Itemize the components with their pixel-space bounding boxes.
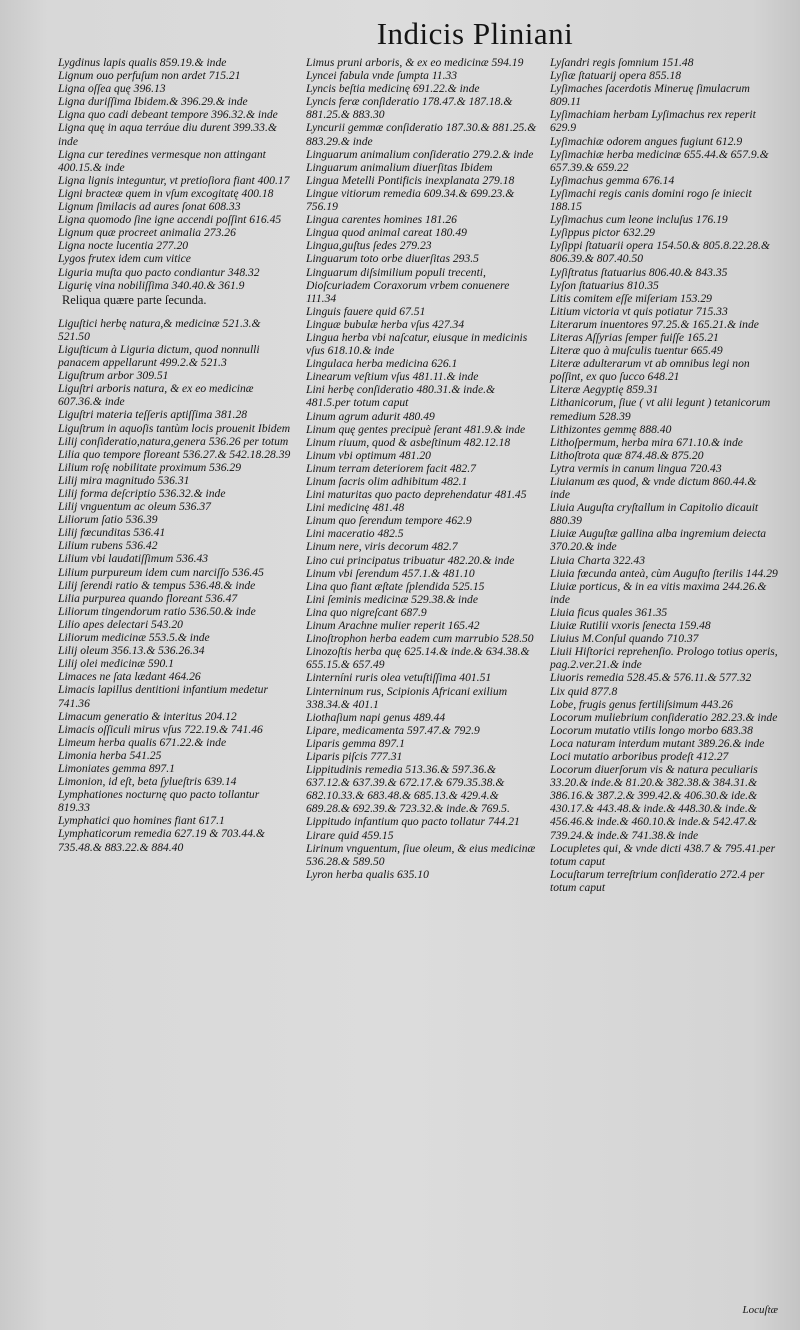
index-entry: Lilij olei medicinæ 590.1	[58, 657, 174, 671]
index-entry: Lina quo nigreſcant 687.9	[306, 605, 427, 619]
index-entry: Lymphatici quo homines fiant 617.1	[58, 814, 225, 828]
index-entry: Lytra vermis in canum lingua 720.43	[550, 461, 722, 475]
index-entry: Liguſticum à Liguria dictum, quod nonnulli panacem appellarunt 499.2.& 521.3	[58, 342, 260, 370]
index-entry: Limacis oſſiculi mirus vſus 722.19.& 741.46	[58, 722, 263, 736]
index-entry: Linearum veſtium vſus 481.11.& inde	[306, 370, 479, 384]
index-entry: Limonion, id eſt, beta ſylueſtris 639.14	[58, 775, 237, 789]
index-entry: Lyſimaches ſacerdotis Mineruę ſimulacrum 809.11	[550, 82, 750, 109]
index-entry: Lymphaticorum remedia 627.19 & 703.44.& 735.48.& 883.22.& 884.40	[58, 827, 265, 854]
running-head: Indicis Pliniani	[376, 16, 574, 51]
index-entry: Lirare quid 459.15	[306, 828, 394, 842]
section-note: Reliqua quære parte ſecunda.	[62, 292, 207, 307]
index-entry: Lignum ouo perfuſum non ardet 715.21	[58, 69, 241, 83]
index-entry: Lix quid 877.8	[550, 684, 618, 698]
index-entry: Lyncurii gemmæ conſideratio 187.30.& 881.25.& 883.29.& inde	[306, 121, 537, 148]
index-entry: Litis comitem eſſe miſeriam 153.29	[550, 291, 712, 305]
index-entry: Locorum diuerſorum vis & natura peculiaris 33.20.& inde.& 81.20.& 382.38.& 384.31.& 386.16.& 387.2.& 399.42.& 406.30.& ide.& 430.17.& 443.48.& inde.& 448.30.& inde.& 456.46.& inde.& 460.10.& inde.& 542.47.& 739.24.& inde.& 741.38.& inde	[550, 763, 758, 842]
index-entry: Liuiæ Rutilii vxoris ſenecta 159.48	[550, 619, 711, 633]
index-entry: Literæ adulterarum vt ab omnibus legi non poſſint, ex quo ſucco 648.21	[550, 357, 750, 384]
index-entry: Ligna lignis integuntur, vt pretioſiora fiant 400.17	[58, 173, 290, 187]
index-entry: Lilij vnguentum ac oleum 536.37	[58, 500, 211, 514]
index-entry: Liothaſium napi genus 489.44	[306, 710, 446, 724]
index-entry: Limaces ne ſata lædant 464.26	[58, 670, 201, 684]
index-entry: Liliorum medicinæ 553.5.& inde	[58, 631, 210, 645]
index-entry: Lyſimachi regis canis domini rogo ſe iniecit 188.15	[550, 186, 752, 214]
index-entry: Liparis piſcis 777.31	[306, 749, 403, 763]
index-entry: Locupletes qui, & vnde dicti 438.7 & 795.41.per totum caput	[550, 841, 776, 868]
index-entry: Literæ quo à muſculis tuentur 665.49	[550, 344, 723, 358]
index-entry: Linguarum animalium diuerſitas Ibidem	[306, 160, 493, 174]
index-entry: Lithoſpermum, herba mira 671.10.& inde	[550, 435, 743, 449]
index-entry: Linterníni ruris olea vetuſtiſſima 401.51	[306, 671, 492, 685]
index-entry: Linoſtrophon herba eadem cum marrubio 528.50	[306, 632, 534, 646]
index-entry: Locuſtarum terreſtrium conſideratio 272.4 per totum caput	[550, 867, 765, 894]
index-entry: Lyncis feræ conſideratio 178.47.& 187.18.& 881.25.& 883.30	[306, 95, 513, 122]
index-entry: Literarum inuentores 97.25.& 165.21.& inde	[550, 317, 759, 331]
index-entry: Lilia quo tempore floreant 536.27.& 542.18.28.39	[58, 447, 291, 461]
index-entry: Liguſtrum in aquoſis tantùm locis prouenit Ibidem	[58, 421, 291, 435]
index-entry: Lyſon ſtatuarius 810.35	[550, 278, 659, 292]
index-entry: Linum Arachne mulier reperit 165.42	[306, 619, 480, 633]
index-entry: Lina quo fiant æſtate ſplendida 525.15	[306, 579, 485, 593]
index-entry: Liuia ficus quales 361.35	[550, 605, 668, 619]
index-entry: Liliorum ſatio 536.39	[58, 513, 158, 527]
index-entry: Lini maturitas quo pacto deprehendatur 481.45	[306, 488, 527, 502]
index-entry: Linguarum diſsimilium populi trecenti, Dioſcuriadem Coraxorum vrbem conuenere 111.34	[306, 265, 510, 305]
index-entry: Lini herbę conſideratio 480.31.& inde.& 481.5.per totum caput	[306, 383, 496, 410]
index-entry: Liparis gemma 897.1	[306, 736, 405, 750]
index-entry: Ligna quo cadi debeant tempore 396.32.& inde	[58, 108, 278, 122]
index-entry: Lignum ſimilacis ad aures ſonat 608.33	[58, 200, 241, 214]
index-entry: Loci mutatio arboribus prodeſt 412.27	[550, 749, 729, 763]
index-entry: Lyſimachiæ odorem angues fugiunt 612.9	[550, 134, 743, 148]
index-entry: Ligna quę in aqua terráue diu durent 399.33.& inde	[58, 121, 277, 148]
index-entry: Lygos frutex idem cum vitice	[58, 252, 191, 266]
index-entry: Lyron herba qualis 635.10	[306, 867, 429, 881]
index-entry: Lithoſtrota quæ 874.48.& 875.20	[550, 448, 704, 462]
index-entry: Liuius M.Conſul quando 710.37	[550, 632, 699, 646]
index-entry: Limacis lapillus dentitioni infantium medetur 741.36	[58, 683, 268, 710]
index-entry: Lyſimachus gemma 676.14	[550, 173, 675, 187]
index-entry: Lyſimachus cum leone incluſus 176.19	[550, 213, 728, 227]
index-entry: Lilij forma deſcriptio 536.32.& inde	[58, 487, 226, 500]
index-entry: Linum riuum, quod & asbeſtinum 482.12.18	[306, 435, 511, 449]
index-entry: Linum vbi ſerendum 457.1.& 481.10	[306, 566, 475, 580]
index-entry: Lilij fœcunditas 536.41	[58, 526, 166, 540]
index-entry: Lipare, medicamenta 597.47.& 792.9	[306, 723, 480, 737]
index-entry: Lippitudo infantium quo pacto tollatur 744.21	[306, 815, 520, 829]
index-entry: Lygdinus lapis qualis 859.19.& inde	[58, 56, 227, 69]
index-entry: Lini maceratio 482.5	[306, 527, 404, 541]
index-entry: Lini medicinę 481.48	[306, 501, 405, 515]
index-entry: Liuoris remedia 528.45.& 576.11.& 577.32	[550, 671, 752, 685]
index-entry: Linum quo ſerendum tempore 462.9	[306, 514, 472, 528]
index-entry: Limoniates gemma 897.1	[58, 761, 175, 775]
index-entry: Lilij ſerendi ratio & tempus 536.48.& inde	[58, 578, 256, 592]
index-entry: Liuianum æs quod, & vnde dictum 860.44.& inde	[550, 475, 757, 502]
index-entry: Lilium rubens 536.42	[58, 539, 158, 553]
index-entry: Linum quę gentes precipuè ſerant 481.9.& inde	[306, 422, 526, 436]
index-entry: Lingua herba vbi naſcatur, eiusque in medicinis vſus 618.10.& inde	[306, 330, 528, 358]
index-entry: Lippitudinis remedia 513.36.& 597.36.& 637.12.& 637.39.& 672.17.& 679.35.38.& 682.10.33.& 683.48.& 685.13.& 429.4.& 689.28.& 692.39.& 723.32.& inde.& 769.5.	[306, 763, 510, 816]
index-entry: Lirinum vnguentum, ſiue oleum, & eius medicinæ 536.28.& 589.50	[306, 841, 536, 868]
index-entry: Linguæ bubulæ herba vſus 427.34	[306, 317, 465, 331]
index-column-3	[550, 56, 778, 894]
index-entry: Linozoſtis herba quę 625.14.& inde.& 634.38.& 655.15.& 657.49	[306, 645, 530, 672]
index-entry: Limus pruni arboris, & ex eo medicinæ 594.19	[306, 56, 524, 69]
index-entry: Liuiæ Auguſtæ gallina alba ingremium deiecta 370.20.& inde	[550, 527, 767, 554]
index-entry: Liliorum tingendorum ratio 536.50.& inde	[58, 604, 256, 618]
index-entry: Linum ſacris olim adhibitum 482.1	[306, 475, 468, 488]
index-entry: Ligna nocte lucentia 277.20	[58, 239, 189, 253]
index-entry: Linum terram deteriorem facit 482.7	[306, 461, 476, 475]
index-entry: Linguis fauere quid 67.51	[306, 304, 426, 318]
index-entry: Lingulaca herba medicina 626.1	[306, 357, 458, 371]
index-entry: Lignum quæ procreet animalia 273.26	[58, 226, 236, 240]
index-entry: Liuia fœcunda anteà, cùm Auguſto ſterilis 144.29	[550, 566, 778, 580]
index-entry: Ligna cur teredines vermesque non attingant 400.15.& inde	[58, 147, 266, 174]
index-entry: Linterninum rus, Scipionis Africani exilium 338.34.& 401.1	[306, 684, 508, 711]
index-entry: Liuiæ porticus, & in ea vitis maxima 244.26.& inde	[550, 579, 767, 606]
index-entry: Limeum herba qualis 671.22.& inde	[58, 735, 227, 749]
index-entry: Lingue vitiorum remedia 609.34.& 699.23.& 756.19	[306, 186, 515, 214]
index-entry: Lilia purpurea quando floreant 536.47	[58, 591, 238, 605]
index-entry: Lyſippus pictor 632.29	[550, 226, 655, 240]
index-entry: Lymphationes nocturnę quo pacto tollantur 819.33	[58, 788, 260, 815]
index-entry: Lilij mira magnitudo 536.31	[58, 473, 190, 487]
index-entry: Linum vbi optimum 481.20	[306, 448, 431, 462]
index-entry: Lobe, frugis genus fertiliſsimum 443.26	[550, 697, 733, 711]
index-entry: Literæ Aegyptię 859.31	[550, 383, 659, 397]
index-column-2	[306, 56, 540, 881]
index-entry: Lyncei fabula vnde ſumpta 11.33	[306, 69, 458, 83]
index-entry: Lyſiæ ſtatuarij opera 855.18	[550, 69, 682, 83]
index-entry: Lino cui principatus tribuatur 482.20.& inde	[306, 553, 515, 567]
index-entry: Lilium vbi laudatiſſimum 536.43	[58, 552, 209, 566]
index-entry: Ligna quomodo ſine igne accendi poſſint 616.45	[58, 213, 282, 227]
index-entry: Lilio apes delectari 543.20	[58, 617, 183, 631]
index-entry: Lithizontes gemmę 888.40	[550, 422, 672, 436]
index-entry: Locorum muliebrium conſideratio 282.23.& inde	[550, 710, 778, 724]
index-entry: Linum agrum adurit 480.49	[306, 409, 435, 423]
index-entry: Liguſtri arboris natura, & ex eo medicinæ 607.36.& inde	[58, 382, 254, 409]
index-entry: Lyſimachiæ herba medicinæ 655.44.& 657.9.& 657.39.& 659.22	[550, 147, 769, 174]
index-entry: Liguria muſta quo pacto condiantur 348.32	[58, 265, 260, 279]
index-entry: Lini ſeminis medicinæ 529.38.& inde	[306, 592, 478, 606]
index-entry: Ligurię vina nobiliſſima 340.40.& 361.9	[58, 278, 245, 292]
index-entry: Lingua Metelli Pontificis inexplanata 279.18	[306, 173, 515, 187]
index-column-1	[58, 56, 292, 854]
index-entry: Liguſtri materia teſſeris aptiſſima 381.28	[58, 408, 248, 422]
index-entry: Litium victoria vt quis potiatur 715.33	[550, 304, 728, 318]
index-entry: Lyncis beſtia medicinę 691.22.& inde	[306, 82, 480, 96]
index-entry: Lilium roſę nobilitate proximum 536.29	[58, 460, 242, 474]
index-entry: Lilij conſideratio,natura,genera 536.26 per totum	[58, 434, 289, 448]
index-entry: Lyſimachiam herbam Lyſimachus rex reperit 629.9	[550, 108, 756, 135]
index-entry: Linguarum animalium conſideratio 279.2.& inde	[306, 147, 534, 161]
index-entry: Literas Aſſyrias ſemper fuiſſe 165.21	[550, 330, 719, 344]
index-entry: Ligna duriſſima Ibidem.& 396.29.& inde	[58, 95, 248, 109]
index-entry: Lingua carentes homines 181.26	[306, 213, 457, 227]
index-entry: Liguſtrum arbor 309.51	[58, 369, 169, 383]
index-entry: Locorum mutatio vtilis longo morbo 683.38	[550, 723, 753, 737]
index-entry: Liguſtici herbę natura,& medicinæ 521.3.& 521.50	[58, 316, 261, 343]
index-entry: Limacum generatio & interitus 204.12	[58, 709, 237, 723]
index-entry: Linum nere, viris decorum 482.7	[306, 540, 458, 554]
index-entry: Lilium purpureum idem cum narciſſo 536.45	[58, 565, 264, 579]
index-entry: Liuia Auguſta cryſtallum in Capitolio dicauit 880.39	[550, 501, 759, 528]
index-entry: Limonia herba 541.25	[58, 748, 162, 762]
index-entry: Ligna oſſea quę 396.13	[58, 82, 166, 96]
index-entry: Lyſandri regis ſomnium 151.48	[550, 56, 694, 69]
index-entry: Lilij oleum 356.13.& 536.26.34	[58, 644, 205, 658]
index-entry: Loca naturam interdum mutant 389.26.& inde	[550, 736, 765, 750]
index-entry: Linguarum toto orbe diuerſitas 293.5	[306, 252, 479, 266]
index-entry: Liuii Hiſtorici reprehenſio. Prologo totius operis, pag.2.ver.21.& inde	[550, 645, 778, 672]
index-entry: Lyſippi ſtatuarii opera 154.50.& 805.8.22.28.& 806.39.& 807.40.50	[550, 239, 770, 266]
index-entry: Lingua,guſtus ſedes 279.23	[306, 239, 432, 253]
index-entry: Lyſiſtratus ſtatuarius 806.40.& 843.35	[550, 265, 728, 279]
catchword: Locuſtæ	[742, 1304, 778, 1316]
index-entry: Ligni bracteæ quem in vſum excogitatę 400.18	[58, 186, 274, 200]
index-entry: Lingua quod animal careat 180.49	[306, 226, 467, 240]
index-entry: Liuia Charta 322.43	[550, 553, 646, 567]
index-entry: Lithanicorum, ſiue ( vt alii legunt ) tetanicorum remedium 528.39	[550, 396, 771, 423]
